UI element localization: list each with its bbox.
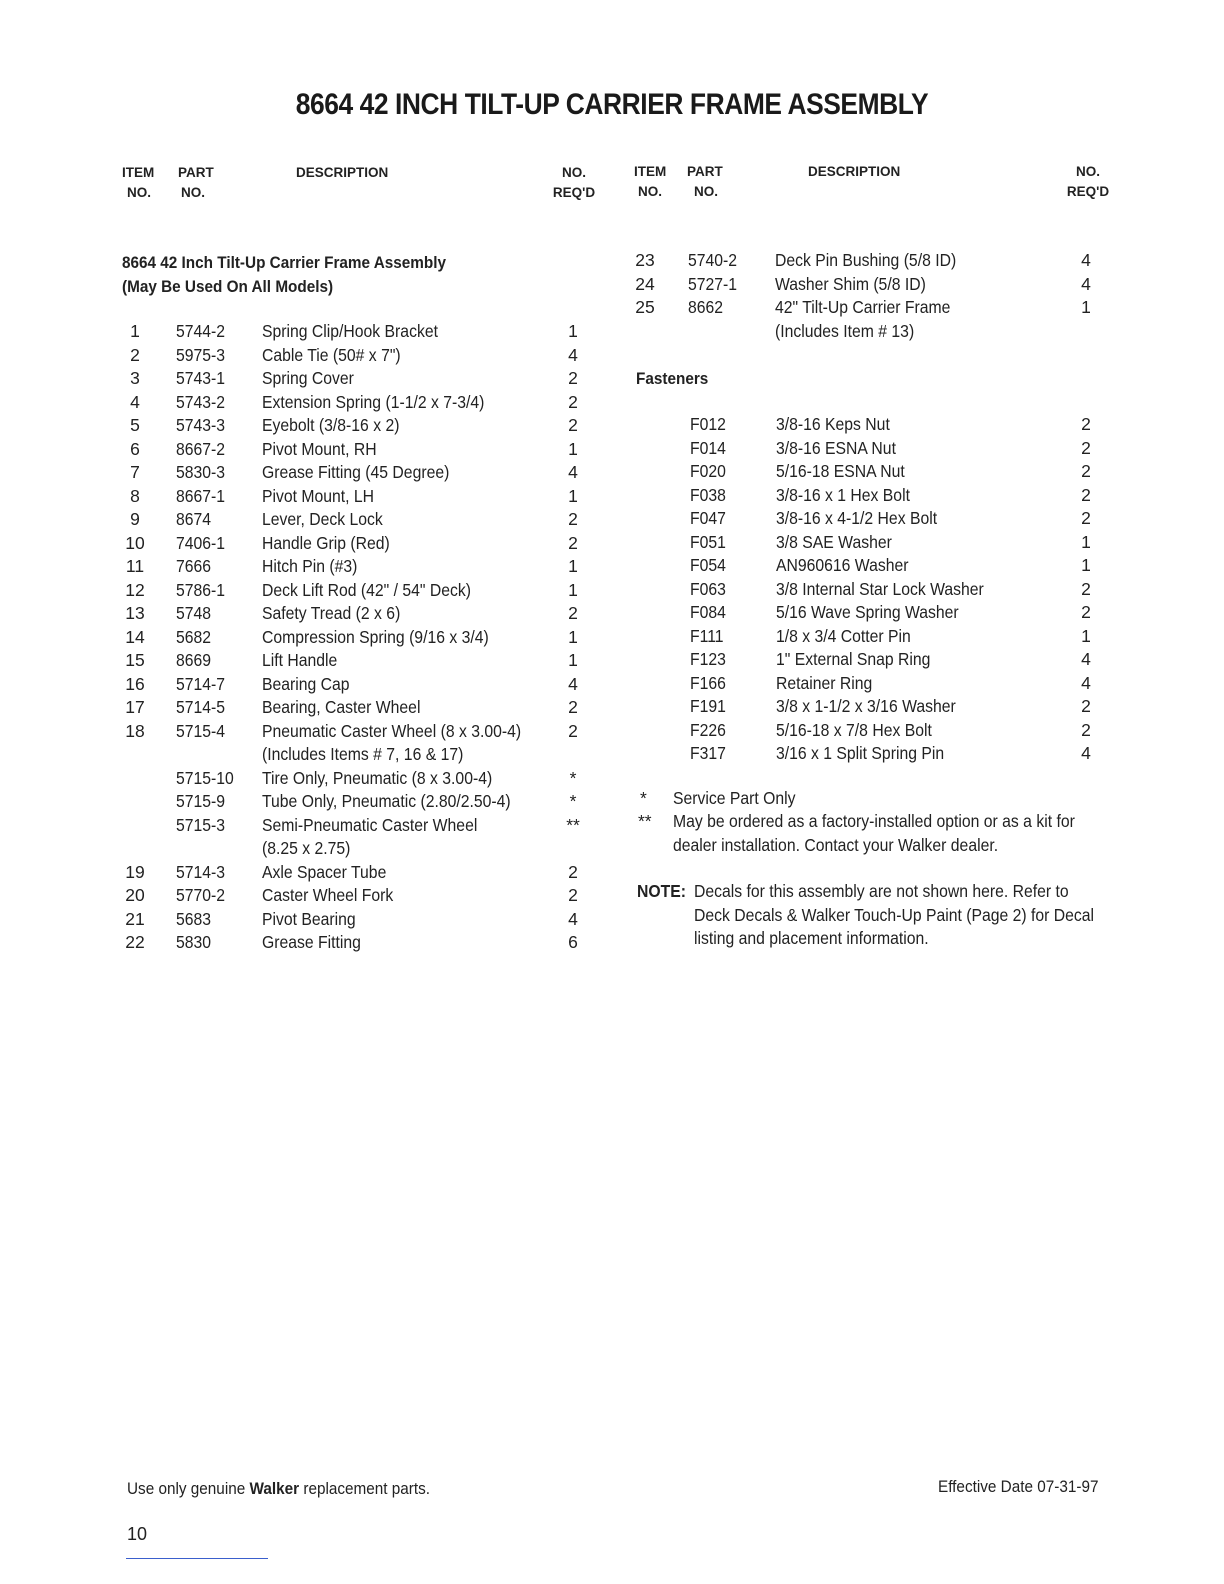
fastener-row-desc: 3/8 Internal Star Lock Washer: [776, 578, 984, 599]
left-table-row-qty: 1: [568, 485, 578, 506]
left-table-row-item: 18: [125, 720, 145, 741]
left-table-row-part: 5715-4: [176, 720, 226, 741]
fastener-row-desc: AN960616 Washer: [776, 555, 909, 575]
right-table-row-qty: 4: [1081, 250, 1091, 270]
left-table-row-part: 5714-7: [176, 673, 226, 694]
fastener-row-part: F020: [690, 461, 726, 481]
left-table-row-part: 5830-3: [176, 462, 226, 482]
left-table-row-item: 20: [125, 885, 145, 905]
left-table-row-qty: 2: [568, 391, 578, 412]
fastener-row-part: F111: [690, 625, 724, 646]
right-table-row-desc: Deck Pin Bushing (5/8 ID): [775, 250, 957, 270]
fastener-row-desc: 3/8-16 x 1 Hex Bolt: [776, 484, 910, 505]
fastener-row-qty: 2: [1081, 461, 1091, 481]
left-table-row-part: 8669: [176, 650, 212, 670]
left-table-row-desc: Lever, Deck Lock: [262, 509, 383, 529]
left-table-row-desc: Spring Clip/Hook Bracket: [262, 321, 438, 341]
left-table-row-part: 5975-3: [176, 344, 226, 365]
fastener-row-qty: 1: [1081, 555, 1091, 575]
fastener-row-qty: 2: [1081, 437, 1091, 458]
left-table-row-qty: 1: [568, 438, 578, 459]
left-table-row-part: 8667-2: [176, 438, 226, 459]
fastener-row-desc: 1" External Snap Ring: [776, 649, 931, 669]
right-table-row-part: 5727-1: [688, 273, 738, 294]
left-table-row-part: 7406-1: [176, 532, 226, 553]
left-table-row-item: 17: [125, 697, 145, 717]
left-table-row-desc: Compression Spring (9/16 x 3/4): [262, 626, 489, 647]
left-table-row-qty: 6: [568, 932, 578, 952]
left-table-row-item: 9: [130, 509, 140, 529]
left-table-row-item: 11: [125, 556, 145, 576]
left-table-row-part: 5683: [176, 908, 212, 929]
left-table-row-qty: 4: [568, 344, 578, 365]
left-table-row-desc: Handle Grip (Red): [262, 532, 390, 553]
left-table-row-item: 14: [125, 626, 145, 647]
left-table-row-item: 16: [125, 673, 145, 694]
left-table-row-part: 5714-3: [176, 861, 226, 882]
left-table-row-qty: 1: [568, 321, 578, 341]
left-table-row-qty: 2: [568, 720, 578, 741]
fastener-row-part: F047: [690, 508, 726, 528]
fastener-row-desc: 3/8-16 x 4-1/2 Hex Bolt: [776, 508, 938, 528]
fastener-row-qty: 2: [1081, 719, 1091, 740]
left-table-row-desc: (Includes Items # 7, 16 & 17): [262, 744, 464, 764]
left-table-row-part: 5743-1: [176, 368, 226, 388]
left-table-row-part: 5714-5: [176, 697, 226, 717]
left-table-row-part: 5682: [176, 626, 212, 647]
left-table-row-qty: 1: [568, 556, 578, 576]
right-table-row-desc: Washer Shim (5/8 ID): [775, 273, 926, 294]
left-table-row-qty: 4: [568, 673, 578, 694]
header-req-left: NO. REQ'D: [552, 165, 596, 200]
left-table-row-item: 7: [130, 462, 140, 482]
left-table-row-desc: Pivot Mount, RH: [262, 438, 377, 459]
left-table-row-part: 5770-2: [176, 885, 226, 905]
left-table-row-qty: 2: [568, 368, 578, 388]
left-table-row-part: 5786-1: [176, 579, 226, 600]
left-table-row-item: 22: [125, 932, 145, 952]
fastener-row-part: F051: [690, 531, 726, 552]
right-table-row-item: 23: [635, 250, 655, 270]
left-table-row-item: 8: [130, 485, 140, 506]
left-table-row-item: 12: [125, 579, 145, 600]
right-table-row-part: 5740-2: [688, 250, 738, 270]
left-table-row-desc: Grease Fitting (45 Degree): [262, 462, 450, 482]
fastener-row-part: F191: [690, 696, 726, 716]
left-table-row-desc: Pivot Mount, LH: [262, 485, 375, 506]
right-table-row-item: 24: [635, 273, 655, 294]
left-table-row-desc: Eyebolt (3/8-16 x 2): [262, 415, 400, 435]
fastener-row-part: F012: [690, 414, 726, 434]
left-table-row-part: 5715-10: [176, 767, 234, 788]
right-table-row-item: 25: [635, 297, 655, 317]
left-table-row-qty: *: [569, 791, 577, 811]
left-table-row-desc: Grease Fitting: [262, 932, 361, 952]
footer-effective-date: Effective Date 07-31-97: [938, 1477, 1099, 1496]
left-table-row-item: 3: [130, 368, 140, 388]
fastener-row-part: F123: [690, 649, 726, 669]
fastener-row-qty: 2: [1081, 696, 1091, 716]
left-table-row-desc: (8.25 x 2.75): [262, 838, 351, 858]
fastener-row-qty: 1: [1081, 625, 1091, 646]
left-table-row-item: 19: [125, 861, 145, 882]
left-table-row-desc: Pivot Bearing: [262, 908, 356, 929]
fastener-row-desc: 3/16 x 1 Split Spring Pin: [776, 743, 945, 763]
left-table-row-qty: 2: [568, 861, 578, 882]
left-table-row-qty: 2: [568, 885, 578, 905]
fastener-row-desc: 5/16-18 x 7/8 Hex Bolt: [776, 719, 932, 740]
assembly-heading: 8664 42 Inch Tilt-Up Carrier Frame Assembly (May Be Used On All Models): [122, 253, 446, 296]
left-table-row-qty: 1: [568, 579, 578, 600]
left-table-row-item: 13: [125, 603, 145, 623]
left-table-row-qty: 2: [568, 697, 578, 717]
left-table-row-qty: **: [566, 814, 580, 835]
header-req-right: NO. REQ'D: [1066, 164, 1110, 199]
header-description-right: DESCRIPTION: [808, 164, 901, 179]
fastener-row-desc: 3/8 SAE Washer: [776, 531, 892, 552]
left-table-row-item: 21: [125, 908, 145, 929]
fastener-row-part: F226: [690, 719, 726, 740]
right-table-row-desc: 42" Tilt-Up Carrier Frame: [775, 297, 951, 317]
left-table-row-part: 5715-9: [176, 791, 226, 811]
fasteners-heading: Fasteners: [636, 369, 709, 388]
left-table-row-qty: 2: [568, 415, 578, 435]
fastener-row-desc: 5/16-18 ESNA Nut: [776, 461, 905, 481]
header-description-left: DESCRIPTION: [296, 165, 389, 180]
fastener-row-part: F014: [690, 437, 726, 458]
fastener-row-qty: 2: [1081, 414, 1091, 434]
header-item-right: ITEM NO.: [634, 164, 667, 199]
header-item-left: ITEM NO.: [122, 165, 155, 200]
left-table-row-part: 5743-2: [176, 391, 226, 412]
left-table-row-qty: *: [569, 767, 577, 788]
fastener-row-qty: 2: [1081, 484, 1091, 505]
left-table-row-desc: Safety Tread (2 x 6): [262, 603, 401, 623]
page-title: 8664 42 INCH TILT-UP CARRIER FRAME ASSEMBLY: [295, 88, 929, 121]
fastener-row-qty: 4: [1081, 649, 1091, 669]
right-table-row-qty: 4: [1081, 273, 1091, 294]
left-table-row-desc: Extension Spring (1-1/2 x 7-3/4): [262, 391, 485, 412]
right-table-row-qty: 1: [1081, 297, 1091, 317]
fastener-row-part: F063: [690, 578, 726, 599]
left-table-row-desc: Caster Wheel Fork: [262, 885, 394, 905]
fastener-row-desc: 3/8-16 ESNA Nut: [776, 437, 896, 458]
left-table-row-desc: Pneumatic Caster Wheel (8 x 3.00-4): [262, 720, 522, 741]
fastener-row-part: F054: [690, 555, 726, 575]
fastener-row-desc: 3/8-16 Keps Nut: [776, 414, 890, 434]
left-table-row-qty: 4: [568, 462, 578, 482]
fastener-row-desc: 5/16 Wave Spring Washer: [776, 602, 959, 622]
left-table-row-item: 5: [130, 415, 140, 435]
left-table-row-item: 1: [130, 321, 140, 341]
left-table-row-qty: 1: [568, 626, 578, 647]
fastener-row-qty: 4: [1081, 672, 1091, 693]
fastener-row-qty: 2: [1081, 508, 1091, 528]
fastener-row-part: F038: [690, 484, 726, 505]
page-number: 10: [127, 1524, 148, 1544]
left-table-row-qty: 2: [568, 603, 578, 623]
header-part-left: PART NO.: [178, 165, 214, 200]
left-table-row-desc: Bearing Cap: [262, 673, 350, 694]
left-table-row-part: 8674: [176, 509, 212, 529]
left-table-row-desc: Cable Tie (50# x 7"): [262, 344, 401, 365]
header-part-right: PART NO.: [687, 164, 723, 199]
left-table-row-item: 10: [125, 532, 145, 553]
left-table-row-item: 15: [125, 650, 145, 670]
left-table-row-part: 5744-2: [176, 321, 226, 341]
footer-genuine-parts: Use only genuine Walker replacement parts.: [127, 1479, 431, 1498]
left-table-row-desc: Axle Spacer Tube: [262, 861, 387, 882]
left-table-row-desc: Hitch Pin (#3): [262, 556, 358, 576]
left-table-row-qty: 1: [568, 650, 578, 670]
left-table-row-part: 7666: [176, 556, 212, 576]
left-table-row-item: 6: [130, 438, 140, 459]
fastener-row-qty: 4: [1081, 743, 1091, 763]
right-table-row-part: 8662: [688, 297, 724, 317]
fastener-row-qty: 2: [1081, 602, 1091, 622]
left-table-row-qty: 4: [568, 908, 578, 929]
left-table-row-part: 5743-3: [176, 415, 226, 435]
left-table-row-desc: Lift Handle: [262, 650, 338, 670]
left-table-row-item: 2: [130, 344, 140, 365]
fastener-row-desc: 3/8 x 1-1/2 x 3/16 Washer: [776, 696, 956, 716]
left-table-row-part: 8667-1: [176, 485, 226, 506]
left-table-row-part: 5748: [176, 603, 212, 623]
left-table-row-desc: Deck Lift Rod (42" / 54" Deck): [262, 579, 472, 600]
left-table-row-desc: Tube Only, Pneumatic (2.80/2.50-4): [262, 791, 511, 811]
left-table-row-desc: Tire Only, Pneumatic (8 x 3.00-4): [262, 767, 493, 788]
fastener-row-desc: Retainer Ring: [776, 672, 873, 693]
left-table-row-qty: 2: [568, 509, 578, 529]
left-table-row-part: 5715-3: [176, 814, 226, 835]
fastener-row-qty: 1: [1081, 531, 1091, 552]
fastener-row-desc: 1/8 x 3/4 Cotter Pin: [776, 625, 911, 646]
left-table-row-desc: Bearing, Caster Wheel: [262, 697, 421, 717]
left-table-row-item: 4: [130, 391, 140, 412]
fastener-row-qty: 2: [1081, 578, 1091, 599]
fastener-row-part: F166: [690, 672, 726, 693]
left-table-row-desc: Semi-Pneumatic Caster Wheel: [262, 814, 478, 835]
right-table-row-desc: (Includes Item # 13): [775, 320, 915, 341]
fastener-row-part: F084: [690, 602, 726, 622]
left-table-row-part: 5830: [176, 932, 212, 952]
left-table-row-qty: 2: [568, 532, 578, 553]
fastener-row-part: F317: [690, 743, 726, 763]
left-table-row-desc: Spring Cover: [262, 368, 354, 388]
footer-rule: [126, 1558, 268, 1559]
